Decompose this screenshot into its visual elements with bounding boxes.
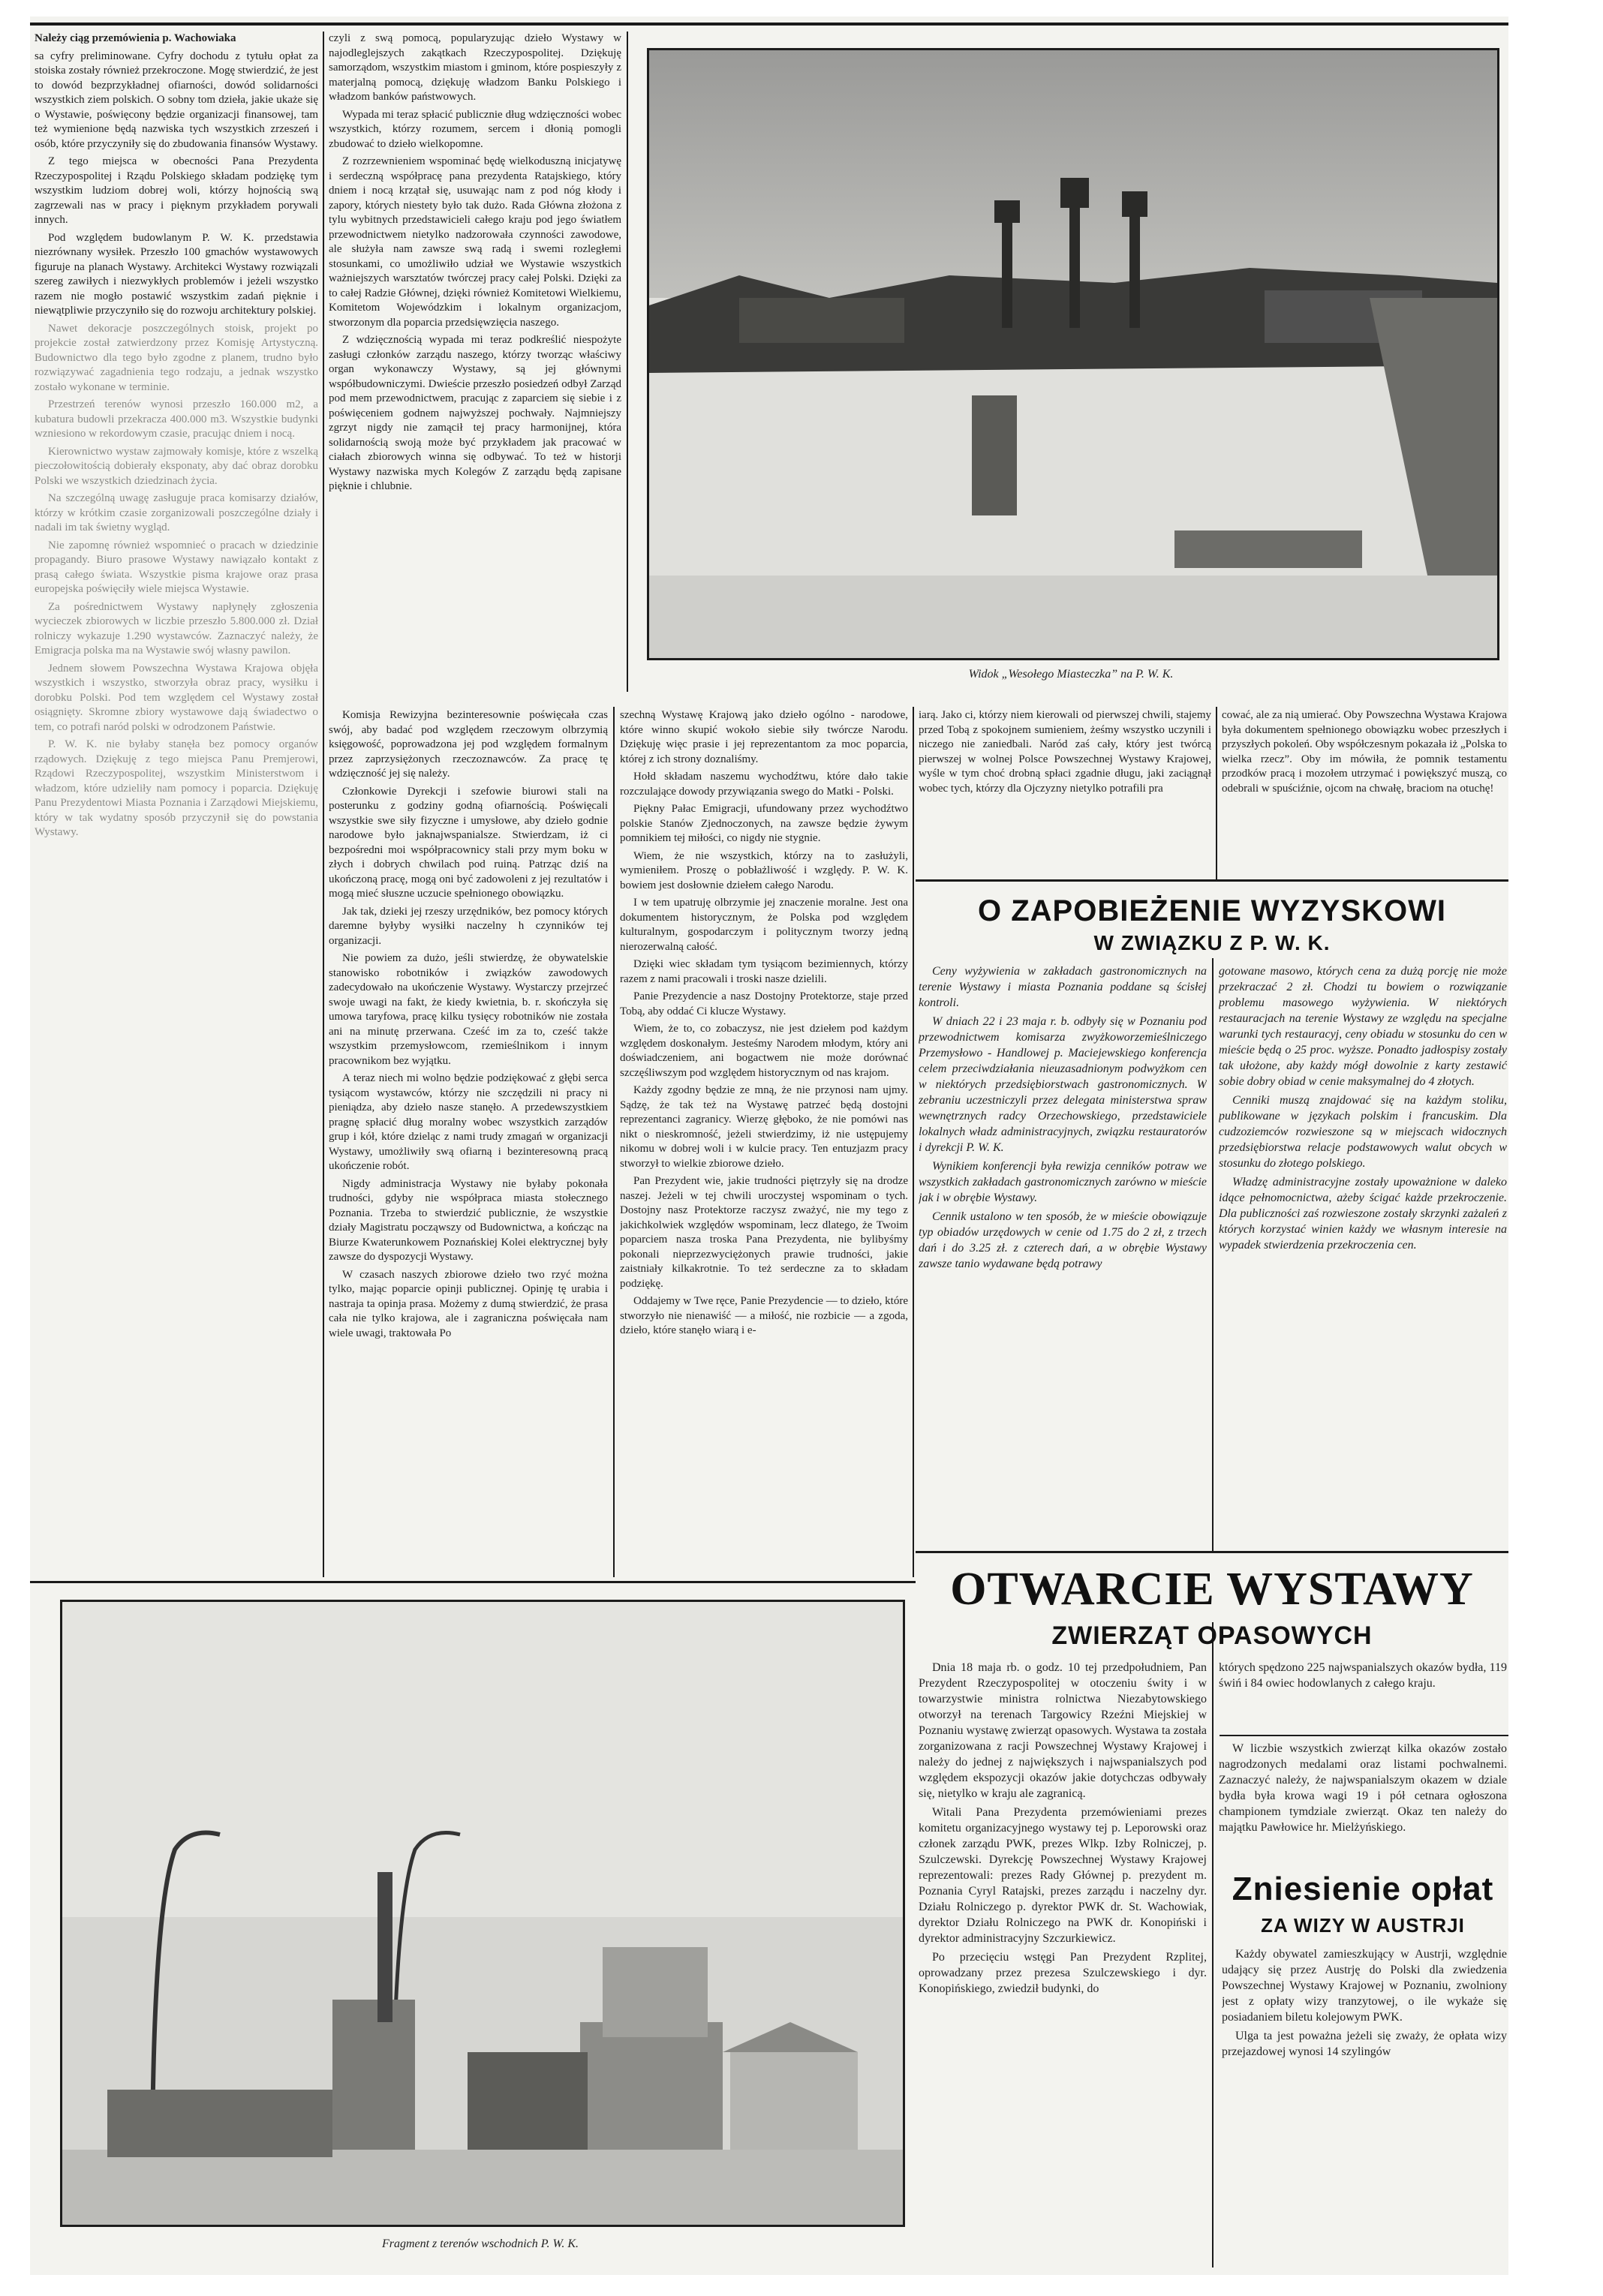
subheadline: ZWIERZĄT OPASOWYCH (1051, 1621, 1373, 1650)
paragraph: Z wdzięcznością wypada mi teraz podkreślić niespożyte zasługi członków zarządu naszego, którzy tworząc właściwy organ wykonawczy Wystawy, są jej głównymi współbudowniczymi. Dwieście przeszło posiedzeń odbył Zarząd pod mem przewodnictwem, pracując z zaparciem się siebie i z poświęceniem godnem najwyższej pochwały. Najmniejszy zgrzyt nigdy nie zamącił tej pracy harmonijnej, która solidarnością swoją może być przykładem jak pracować w ciałach zbiorowych winna się odbywać. To też w historji Wystawy nazwiska mych Kolegów Z zarządu będą zapisane pięknie i chlubnie. (329, 334, 621, 492)
paragraph: Wypada mi teraz spłacić publicznie dług wdzięczności wobec wszystkich, którzy rozumem, sercem i dłonią pomogli zbudować to dzieło wielkopomne. (329, 108, 621, 150)
paragraph: Kierownictwo wystaw zajmowały komisje, które z wszelką pieczołowitością dobierały eksponaty, aby dać obraz dorobku Polski we wszystkich dziedzinach życia. (35, 445, 318, 487)
article-column (1222, 1946, 1507, 2269)
photo-amusement-park (647, 48, 1499, 660)
paragraph: Witali Pana Prezydenta przemówieniami prezes komitetu organizacyjnego wystawy tej p. Leporowski oraz członek zarządu PWK, prezes Wlkp. Izby Rolniczej, p. Szulczewski. Dyrekcję Powszechnej Wystawy Krajowej reprezentowali: prezes Rady Głównej p. prezydent m. Poznania Cyryl Ratajski, prezes zarządu i naczelny dyr. Działu Rolniczego p. dyrektor PWK dr. St. Wachowiak, dyrektor Działu Rolniczego na PWK dr. Konopiński i dyrektor administracyjny Szczurkiewicz. (919, 1806, 1207, 1945)
amusement-park-photo-image (649, 50, 1497, 658)
paragraph: Z rozrzewnieniem wspominać będę wielkoduszną inicjatywę i serdeczną współpracę pana prezydenta Ratajskiego, który dniem i nocą krzątał się, usuwając nam z pod nóg kłody i zapory, których niestety było tak dużo. Rada Główna złożona z tylu wybitnych przedstawicieli całego kraju pod jego światłem przewodnictwem nietylko nadzorowała czynności zawodowe, ale służyła nam zawsze swą radą i swemi rozległemi stosunkami, co umożliwiło udział we Wystawie wszystkich ważniejszych warsztatów twórczej pracy całej Polski. Dzięki za to całej Radzie Głównej, dzięki również Komitetowi Wielkiemu, Komitetom Wojewódzkim i lokalnym organizacjom, stworzonym dla poparcia przedsięwzięcia naszego. (329, 155, 621, 329)
article-right-column-cont (1219, 1741, 1507, 1846)
paragraph: Cenniki muszą znajdować się na każdym stoliku, publikowane w językach polskim i francuskim. Dla cudzoziemców rozwieszone są w miejscach widocznych przedsiębiorstwa relacje podstawowych walut obcych w stosunku do złotego polskiego. (1219, 1094, 1507, 1170)
paragraph: Władzę administracyjne zostały upoważnione w daleko idące pełnomocnictwa, ażeby ścigać każde przekroczenie. Dla publiczności zaś rozwieszone zostały skrzynki zażaleń z których korzystać winien każdy we własnym interesie na wypadek stwierdzenia przekroczenia cen. (1219, 1176, 1507, 1252)
column-divider (1216, 707, 1217, 879)
paragraph: P. W. K. nie byłaby stanęła bez pomocy organów rządowych. Dziękuję z tego miejsca Panu Premjerowi, Rządowi Rzeczypospolitej, wszystkim Ministerstwom i władzom, które udzieliły nam pomocy i poparcia. Dziękuję Panu Prezydentowi Miasta Poznania i Zarządowi Miejskiemu, który w tak wydatny sposób przyczynił się do powstania Wystawy. (35, 738, 318, 838)
paragraph: Nie powiem za dużo, jeśli stwierdzę, że obywatelskie stanowisko robotników i związków zawodowych zadecydowało na ukończenie Wystawy. Wystarczy przejrzeć swoje uwagi na fakt, że kiedy kwietnia, b. r. skończyła się umowa taryfowa, pracę kilku tysięcy robotników nie została ani na minutę przerwana. Cześć im za to, cześć także wszystkim przemysłowcom, rzemieślnikom i innym pracownikom bez wyjątku. (329, 952, 608, 1067)
paragraph: Ceny wyżywienia w zakładach gastronomicznych na terenie Wystawy i miasta Poznania poddane są ścisłej kontroli. (919, 965, 1207, 1009)
subheadline: W ZWIĄZKU Z P. W. K. (1093, 931, 1331, 954)
paragraph: Pan Prezydent wie, jakie trudności piętrzyły się na drodze naszej. Jeżeli w tej chwili uroczystej wspominam o tych. Dostojny nasz Protektorze raczysz zważyć, nie my tego z jakichkolwiek względów wspominam, lecz dlatego, że Twoim poparciem nasza troska Pana Prezydenta, nie bylibyśmy pokonali nieprzezwyciężonych prawie trudności, jakie zaistniały kilkakrotnie. To też serdeczne za to składam podziękę. (620, 1175, 908, 1290)
paragraph: Komisja Rewizyjna bezinteresownie poświęcała czas swój, aby badać pod względem rzeczowym olbrzymią księgowość, poprowadzona jej pod względem formalnym przez zaprzysiężonych rzeczoznawców. Za pracę tę wdzięczność jej się należy. (329, 709, 608, 780)
eastern-grounds-photo-image (62, 1602, 903, 2225)
section-rule (1220, 1735, 1508, 1736)
article-column-2-top (329, 32, 621, 692)
column-divider (1212, 1622, 1214, 2267)
article-column-3 (620, 708, 908, 1577)
paragraph: I w tem upatruję olbrzymie jej znaczenie moralne. Jest ona dokumentem historycznym, że Polska pod względem kulturalnym, gospodarczym i politycznym tworzy jedną nierozerwalną całość. (620, 897, 908, 953)
paragraph: Oddajemy w Twe ręce, Panie Prezydencie — to dzieło, które stworzyło nie nienawiść — a miłość, nie rozbicie — a zgoda, dzieło, które stanęło wiarą i e- (620, 1295, 908, 1336)
paragraph: Wiem, że nie wszystkich, którzy na to zasłużyli, wymieniłem. Proszę o pobłażliwość i względy. P. W. K. bowiem jest dosłownie dziełem całego Narodu. (620, 849, 908, 891)
section-rule (916, 1551, 1508, 1553)
paragraph: Jednem słowem Powszechna Wystawa Krajowa objęła wszystkich i wszystko, stworzyła obraz pracy, wysiłku i dorobku Polski. Pod tem względem cel Wystawy został osiągnięty. Skromne zbiory wystawowe dają świadectwo o tem, co potrafi naród polski w odrodzonem Państwie. (35, 662, 318, 733)
paragraph: szechną Wystawę Krajową jako dzieło ogólno - narodowe, które winno skupić wokoło siebie siły twórcze Narodu. Dziękuję więc prasie i jej reprezentantom za moc poparcia, której z ich strony doznaliśmy. (620, 709, 908, 765)
paragraph: Nigdy administracja Wystawy nie byłaby pokonała trudności, gdyby nie współpraca miasta stołecznego Poznania. Trzeba to stwierdzić publicznie, że wszystkie działy Magistratu począwszy od Budownictwa, a kończąc na Biurze Kwaterunkowem Poznańskiej Kolei elektrycznej były zawsze do dyspozycji Wystawy. (329, 1177, 608, 1263)
paragraph: gotowane masowo, których cena za dużą porcję nie może przekraczać 2 zł. Chodzi tu bowiem o rozwiązanie problemu masowego wyżywienia. W niektórych restauracjach na terenie Wystawy ze względu na specjalne warunki tych restauracyj, ceny obiadu w stosunku do cen w mieście będą o 25 proc. wyższe. Ponadto jadłospisy zostały tak ułożone, aby każdy mógł dowolnie z karty zestawić sobie dobry obiad w cenie maksymalnej do 4 złotych. (1219, 965, 1507, 1088)
photo-eastern-grounds (60, 1600, 905, 2227)
paragraph: Za pośrednictwem Wystawy napłynęły zgłoszenia wycieczek zbiorowych w liczbie przeszło 5.800.000 zł. Dział rolniczy wykazuje 1.290 wystawców. Zaznaczyć należy, że Emigracja polska ma na Wystawie swój własny pawilon. (35, 600, 318, 657)
paragraph: Każdy obywatel zamieszkujący w Austrji, względnie udający się przez Austrję do Polski dla zwiedzenia Powszechnej Wystawy Krajowej w Poznaniu, zwolniony jest z opłaty wizy tranzytowej, o ile wykaże się posiadaniem biletu kolejowym PWK. (1222, 1948, 1507, 2024)
paragraph: Dnia 18 maja rb. o godz. 10 tej przedpołudniem, Pan Prezydent Rzeczypospolitej w otoczeniu świty i w towarzystwie ministra rolnictwa Niezabytowskiego otworzył na terenach Targowicy Rzeźni Miejskiej w Poznaniu wystawę zwierząt opasowych. Wystawa ta została zorganizowana z racji Powszechnej Wystawy Krajowej i należy do jednej z największych i najwspanialszych pod względem ekspozycji okazów jakie dotychczas odbywały się, nietylko w kraju ale zagranicą. (919, 1661, 1207, 1800)
paragraph: Panie Prezydencie a nasz Dostojny Protektorze, staje przed Tobą, aby oddać Ci klucze Wystawy. (620, 990, 908, 1017)
paragraph: Jak tak, dzieki jej rzeszy urzędników, bez pomocy których daremne byłyby wysiłki naczelny h czynników tej organizacji. (329, 905, 608, 947)
subheadline: ZA WIZY W AUSTRJI (1261, 1914, 1465, 1937)
column-divider (627, 32, 628, 692)
paragraph: Hołd składam naszemu wychodźtwu, które dało takie rozczulające dowody przywiązania swego do Matki - Polski. (620, 771, 908, 798)
paragraph: Cennik ustalono w ten sposób, że w mieście obowiązuje typ obiadów urzędowych w cenie od 1.75 do 2 zł, z trzech dań i do 3.25 zł. z czterech dań, a w obrębie Wystawy zawsze tanio wydawane będą potrawy (919, 1210, 1207, 1270)
section-rule (916, 879, 1508, 882)
photo-caption: Fragment z terenów wschodnich P. W. K. (381, 2237, 579, 2250)
paragraph: Pod względem budowlanym P. W. K. przedstawia niezrównany wysiłek. Przeszło 100 gmachów wystawowych figuruje na planach Wystawy. Architekci Wystawy rozwiązali szereg zawiłych i niezwykłych problemów i jeżeli wszystko razem nie mogło postawić wszystkim zadań pięknie i niewątpliwie przyczyniło się do rozwoju architektury polskiej. (35, 231, 318, 317)
headline: OTWARCIE WYSTAWY (950, 1564, 1474, 1615)
paragraph: Z tego miejsca w obecności Pana Prezydenta Rzeczypospolitej i Rządu Polskiego składam podziękę tym wszystkim ludziom dobrej woli, którzy hojnością swą zagrzewali nas w pracy i pięknym przykładem porywali innych. (35, 155, 318, 226)
paragraph: W dniach 22 i 23 maja r. b. odbyły się w Poznaniu pod przewodnictwem komisarza zwyżkoworzemieślniczego Przemysłowo - Handlowej p. Maciejewskiego konferencja celem przeciwdziałania nieuzasadnionym podwyżkom cen w niektórych przedsiębiorstwach gastronomicznych. W zebraniu uczestniczyli przez delegata ministerstwa spraw wewnętrznych radcy Orzechowskiego, przedstawiciele lokalnych władz administracyjnych, związku restauratorów i dyrekcji P. W. K. (919, 1015, 1207, 1154)
column-divider (323, 32, 324, 1577)
paragraph: Ulga ta jest poważna jeżeli się zważy, że opłata wizy przejazdowej wynosi 14 szylingów (1222, 2030, 1507, 2058)
paragraph: iarą. Jako ci, którzy niem kierowali od pierwszej chwili, stajemy przed Tobą z spokojnem sumieniem, żeśmy wszystko uczynili i niczego nie zaniedbali. Naród zaś cały, który jest twórcą pierwszej w wolnej Polsce Powszechnej Wystawy Krajowej, wyśle w tym choć drobną spłaci zgadnie długu, jaki zaciągnął wobec tych, którzy dla Ojczyzny nietylko potrafili pra (919, 709, 1211, 795)
article-column-5-top (1222, 708, 1507, 875)
paragraph: których spędzono 225 najwspanialszych okazów bydła, 119 świń i 84 owiec hodowlanych z całego kraju. (1219, 1661, 1507, 1690)
paragraph: W czasach naszych zbiorowe dzieło two rzyć można tylko, mając poparcie opinji publicznej. Opinję tę urabia i nastraja ta opinja prasa. Możemy z dumą stwierdzić, że prasa cała nie tylko krajowa, ale i zagraniczna poświęcała nam wiele uwagi, traktowała Po (329, 1268, 608, 1339)
paragraph: Na szczególną uwagę zasługuje praca komisarzy działów, którzy w krótkim czasie zorganizowali poszczególne działy i nadali im tak świetny wygląd. (35, 492, 318, 533)
top-rule (30, 23, 1508, 26)
article-column-2-bottom (329, 708, 608, 1577)
paragraph: Wiem, że to, co zobaczysz, nie jest dziełem pod każdym względem doskonałym. Jesteśmy Narodem młodym, który ani doświadczeniem, ani bogactwem nie może dorównać szczęśliwszym pod względem historycznym od nas krajom. (620, 1023, 908, 1079)
paragraph: Przestrzeń terenów wynosi przeszło 160.000 m2, a kubatura budowli przekracza 400.000 m3. Wszystkie budynki wzniesiono w rekordowym czasie, pracując dniem i nocą. (35, 398, 318, 440)
article-column-1 (35, 32, 318, 1577)
photo-caption: Widok „Wesołego Miasteczka” na P. W. K. (968, 668, 1174, 681)
section-rule (30, 1581, 916, 1583)
paragraph: Piękny Pałac Emigracji, ufundowany przez wychodźtwo polskie Stanów Zjednoczonych, na zawsze będzie żywym pomnikiem tej miłości, co nigdy nie stygnie. (620, 803, 908, 844)
column-divider (613, 707, 615, 1577)
column-divider (1212, 958, 1214, 1551)
article-left-column (919, 1660, 1207, 2271)
paragraph: Wynikiem konferencji była rewizja cenników potraw we wszystkich zakładach gastronomicznych zarówno w mieście jak i w obrębie Wystawy. (919, 1160, 1207, 1204)
paragraph: Dzięki wiec składam tym tysiącom bezimiennych, którzy razem z nami pracowali i troski nasze dzielili. (620, 958, 908, 985)
article-right-column (1219, 963, 1507, 1549)
paragraph: Po przecięciu wstęgi Pan Prezydent Rzplitej, oprowadzany przez prezesa Szulczewskiego i dyr. Konopińskiego, zwiedził budynki, do (919, 1951, 1207, 1995)
paragraph: W liczbie wszystkich zwierząt kilka okazów zostało nagrodzonych medalami oraz listami pochwalnemi. Zaznaczyć należy, że najwspanialszym okazem w dziale bydła była krowa wagi 19 i pół cetnara ogłoszona championem tymdziale zwierząt. Okaz ten należy do majątku Pawłowice hr. Mielżyńskiego. (1219, 1742, 1507, 1834)
paragraph: Członkowie Dyrekcji i szefowie biurowi stali na posterunku z godziny godną ofiarnością. Poświęcali wszystkie swe siły fizyczne i umysłowe, aby dzieło godnie narodowe było jaknajwspanialsze. Stwierdzam, iż ci bezpośredni moi współpracownicy stali przy mym boku w złych i dobrych chwilach pod ruiną. Patrząc dziś na ukończoną pracę, mogą oni być zadowoleni z jej rezultatów i mogą mieć słuszne uczucie spełnionego obowiązku. (329, 785, 608, 900)
paragraph: cować, ale za nią umierać. Oby Powszechna Wystawa Krajowa była dokumentem spełnionego obowiązku wobec przeszłych i przyszłych pokoleń. Oby współczesnym pokazała iż „Polska to wielka rzecz”. Oby im mówiła, że pomnik testamentu przodków pracą i mozołem utrzymać i powiększyć muszą, co odebrali w spuściźnie, ojcom na chwałę, braciom na otuchę! (1222, 709, 1507, 795)
paragraph: Nie zapomnę również wspomnieć o pracach w dziedzinie propagandy. Biuro prasowe Wystawy nawiązało kontakt z prasą całego świata. Wszystkie pisma krajowe oraz prasa europejska poświęciły wiele miejsca Wystawie. (35, 539, 318, 595)
paragraph: Nawet dekoracje poszczególnych stoisk, projekt po projekcie został zatwierdzony przez Komisję Artystyczną. Budownictwo dla tego było zgodne z planem, trudno było rozwiązywać zagadnienia tego rodzaju, a jednak wszystko zostało wykonane w terminie. (35, 322, 318, 393)
headline: Zniesienie opłat (1232, 1871, 1494, 1907)
article-right-column (1219, 1660, 1507, 1731)
newspaper-page (30, 17, 1508, 2275)
paragraph: Każdy zgodny będzie ze mną, że nie przynosi nam ujmy. Sądzę, że tak też na Wystawę patrzeć będą dostojni reprezentanci zagranicy. Wierzę głęboko, że nie pomówi nas nikt o nieskromność, jeżeli stwierdzimy, iż nie ustępujemy nikomu w dobrej woli i w kulcie pracy. Ten entuzjazm pracy stworzył to wielkie zbiorowe dzieło. (620, 1084, 908, 1170)
article-left-column (919, 963, 1207, 1549)
paragraph: czyli z swą pomocą, popularyzując dzieło Wystawy w najodleglejszych zakątkach Rzeczypospolitej. Dziękuję samorządom, wszystkim miastom i gminom, które pospieszyły z materjalną pomocą, dziękuję władzom Banku Polskiego i władzom banków państwowych. (329, 32, 621, 103)
paragraph: sa cyfry preliminowane. Cyfry dochodu z tytułu opłat za stoiska zostały również przekroczone. Mogę stwierdzić, że jest to dowód bezprzykładnej ofiarności, dowód solidarności wszystkich ziem polskich. O sobny tom dzieła, jakie ukaże się o Wystawie, poświęcony będzie organizacji finansowej, tam też wymienione będą nazwiska tych wszystkich zrzeszeń i osób, które przyczyniły się do zbudowania finansów Wystawy. (35, 50, 318, 150)
lead-in: Należy ciąg przemówienia p. Wachowiaka (35, 32, 236, 44)
column-divider (913, 707, 914, 1577)
headline: O ZAPOBIEŻENIE WYZYSKOWI (977, 894, 1447, 927)
paragraph: A teraz niech mi wolno będzie podziękować z głębi serca tysiącom wystawców, którzy nie szczędzili ni pracy ni pieniądza, aby dzieło nasze stanęło. A przedewszystkiem pragnę spłacić dług moralny wobec wszystkich zarządów grup i kół, które dzieląc z nami trudy zmagań w organizacji Wystawy, umożliwiły swą ofiarną i bezinteresowną pracą ukończenie robót. (329, 1072, 608, 1172)
article-column-4-top (919, 708, 1211, 875)
